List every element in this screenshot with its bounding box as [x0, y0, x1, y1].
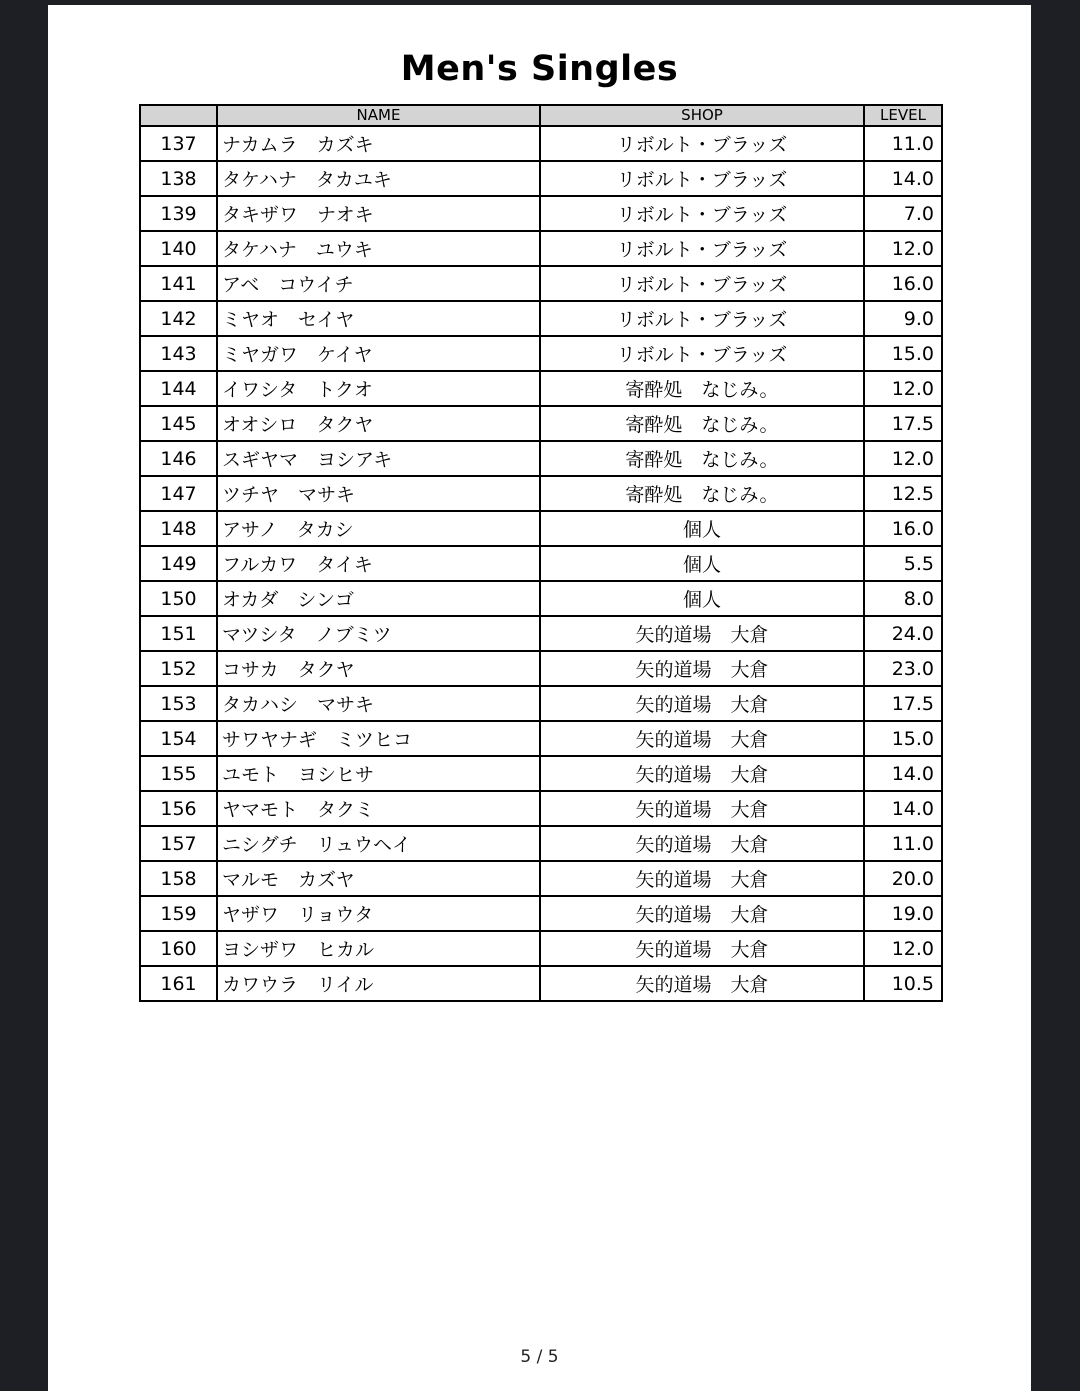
table-row	[140, 616, 942, 651]
player-number-cell: 161	[140, 966, 217, 1001]
player-name-cell: ヤザワ リョウタ	[217, 896, 540, 931]
player-number-cell: 150	[140, 581, 217, 616]
table-row	[140, 546, 942, 581]
player-name-cell: マルモ カズヤ	[217, 861, 540, 896]
player-name-cell: ユモト ヨシヒサ	[217, 756, 540, 791]
table-row	[140, 791, 942, 826]
table-body	[140, 126, 942, 1001]
player-level-cell: 15.0	[864, 721, 942, 756]
table-row	[140, 721, 942, 756]
player-number-cell: 159	[140, 896, 217, 931]
table-row	[140, 476, 942, 511]
player-shop-cell: リボルト・ブラッズ	[540, 126, 864, 161]
player-level-cell: 16.0	[864, 511, 942, 546]
player-level-cell: 12.0	[864, 441, 942, 476]
table-row	[140, 196, 942, 231]
player-number-cell: 147	[140, 476, 217, 511]
player-level-cell: 9.0	[864, 301, 942, 336]
players-table	[139, 104, 943, 1002]
player-shop-cell: 矢的道場 大倉	[540, 826, 864, 861]
table-row	[140, 266, 942, 301]
table-header	[140, 105, 942, 126]
player-level-cell: 11.0	[864, 126, 942, 161]
table-row	[140, 511, 942, 546]
player-number-cell: 138	[140, 161, 217, 196]
player-name-cell: タケハナ ユウキ	[217, 231, 540, 266]
player-name-cell: オカダ シンゴ	[217, 581, 540, 616]
player-shop-cell: 矢的道場 大倉	[540, 861, 864, 896]
player-name-cell: タケハナ タカユキ	[217, 161, 540, 196]
player-number-cell: 137	[140, 126, 217, 161]
player-name-cell: ニシグチ リュウヘイ	[217, 826, 540, 861]
page-indicator: 5 / 5	[520, 1347, 559, 1367]
player-name-cell: アサノ タカシ	[217, 511, 540, 546]
player-name-cell: ミヤガワ ケイヤ	[217, 336, 540, 371]
table-row	[140, 931, 942, 966]
player-name-cell: タキザワ ナオキ	[217, 196, 540, 231]
player-number-cell: 149	[140, 546, 217, 581]
player-level-cell: 11.0	[864, 826, 942, 861]
player-shop-cell: リボルト・ブラッズ	[540, 196, 864, 231]
player-shop-cell: リボルト・ブラッズ	[540, 161, 864, 196]
table-row	[140, 161, 942, 196]
table-row	[140, 896, 942, 931]
player-number-cell: 144	[140, 371, 217, 406]
table-row	[140, 826, 942, 861]
player-level-cell: 17.5	[864, 686, 942, 721]
player-number-cell: 157	[140, 826, 217, 861]
table-row	[140, 126, 942, 161]
player-level-cell: 14.0	[864, 161, 942, 196]
table-row	[140, 371, 942, 406]
player-shop-cell: リボルト・ブラッズ	[540, 266, 864, 301]
player-name-cell: マツシタ ノブミツ	[217, 616, 540, 651]
player-level-cell: 10.5	[864, 966, 942, 1001]
player-name-cell: ヤマモト タクミ	[217, 791, 540, 826]
player-level-cell: 12.0	[864, 231, 942, 266]
player-name-cell: スギヤマ ヨシアキ	[217, 441, 540, 476]
player-level-cell: 12.0	[864, 931, 942, 966]
player-shop-cell: 個人	[540, 581, 864, 616]
player-shop-cell: 寄酔処 なじみ。	[540, 406, 864, 441]
table-row	[140, 686, 942, 721]
player-number-cell: 139	[140, 196, 217, 231]
player-name-cell: イワシタ トクオ	[217, 371, 540, 406]
player-number-cell: 151	[140, 616, 217, 651]
player-number-cell: 155	[140, 756, 217, 791]
player-number-cell: 142	[140, 301, 217, 336]
player-name-cell: ミヤオ セイヤ	[217, 301, 540, 336]
table-row	[140, 581, 942, 616]
player-shop-cell: 矢的道場 大倉	[540, 791, 864, 826]
player-level-cell: 7.0	[864, 196, 942, 231]
player-number-cell: 158	[140, 861, 217, 896]
player-number-cell: 141	[140, 266, 217, 301]
player-level-cell: 5.5	[864, 546, 942, 581]
player-level-cell: 12.5	[864, 476, 942, 511]
player-shop-cell: 寄酔処 なじみ。	[540, 441, 864, 476]
player-number-cell: 145	[140, 406, 217, 441]
document-title: Men's Singles	[400, 49, 679, 89]
player-name-cell: ヨシザワ ヒカル	[217, 931, 540, 966]
player-level-cell: 24.0	[864, 616, 942, 651]
player-number-cell: 152	[140, 651, 217, 686]
player-name-cell: サワヤナギ ミツヒコ	[217, 721, 540, 756]
player-number-cell: 143	[140, 336, 217, 371]
player-level-cell: 16.0	[864, 266, 942, 301]
player-shop-cell: 矢的道場 大倉	[540, 966, 864, 1001]
player-level-cell: 23.0	[864, 651, 942, 686]
player-shop-cell: 矢的道場 大倉	[540, 616, 864, 651]
player-name-cell: カワウラ リイル	[217, 966, 540, 1001]
player-shop-cell: リボルト・ブラッズ	[540, 336, 864, 371]
player-shop-cell: 寄酔処 なじみ。	[540, 476, 864, 511]
player-shop-cell: 矢的道場 大倉	[540, 721, 864, 756]
player-level-cell: 14.0	[864, 756, 942, 791]
player-level-cell: 8.0	[864, 581, 942, 616]
column-header-shop: SHOP	[540, 105, 864, 126]
player-number-cell: 160	[140, 931, 217, 966]
column-header-name: NAME	[217, 105, 540, 126]
player-name-cell: フルカワ タイキ	[217, 546, 540, 581]
column-header-number	[140, 105, 217, 126]
table-header-row	[140, 105, 942, 126]
player-level-cell: 14.0	[864, 791, 942, 826]
player-shop-cell: リボルト・ブラッズ	[540, 231, 864, 266]
player-shop-cell: 矢的道場 大倉	[540, 931, 864, 966]
player-number-cell: 154	[140, 721, 217, 756]
player-shop-cell: 個人	[540, 511, 864, 546]
table-row	[140, 651, 942, 686]
table-row	[140, 406, 942, 441]
player-shop-cell: リボルト・ブラッズ	[540, 301, 864, 336]
table-row	[140, 441, 942, 476]
player-shop-cell: 寄酔処 なじみ。	[540, 371, 864, 406]
player-name-cell: ナカムラ カズキ	[217, 126, 540, 161]
column-header-level: LEVEL	[864, 105, 942, 126]
table-row	[140, 861, 942, 896]
player-level-cell: 20.0	[864, 861, 942, 896]
player-number-cell: 153	[140, 686, 217, 721]
table-row	[140, 336, 942, 371]
table-row	[140, 231, 942, 266]
player-name-cell: オオシロ タクヤ	[217, 406, 540, 441]
player-number-cell: 148	[140, 511, 217, 546]
document-page	[48, 5, 1031, 1391]
table-row	[140, 301, 942, 336]
table-row	[140, 966, 942, 1001]
player-shop-cell: 矢的道場 大倉	[540, 686, 864, 721]
player-level-cell: 12.0	[864, 371, 942, 406]
table-row	[140, 756, 942, 791]
player-level-cell: 17.5	[864, 406, 942, 441]
player-shop-cell: 個人	[540, 546, 864, 581]
player-shop-cell: 矢的道場 大倉	[540, 651, 864, 686]
player-level-cell: 19.0	[864, 896, 942, 931]
player-shop-cell: 矢的道場 大倉	[540, 896, 864, 931]
player-level-cell: 15.0	[864, 336, 942, 371]
player-shop-cell: 矢的道場 大倉	[540, 756, 864, 791]
player-name-cell: タカハシ マサキ	[217, 686, 540, 721]
player-name-cell: アベ コウイチ	[217, 266, 540, 301]
player-number-cell: 146	[140, 441, 217, 476]
player-name-cell: ツチヤ マサキ	[217, 476, 540, 511]
player-name-cell: コサカ タクヤ	[217, 651, 540, 686]
player-number-cell: 156	[140, 791, 217, 826]
player-number-cell: 140	[140, 231, 217, 266]
